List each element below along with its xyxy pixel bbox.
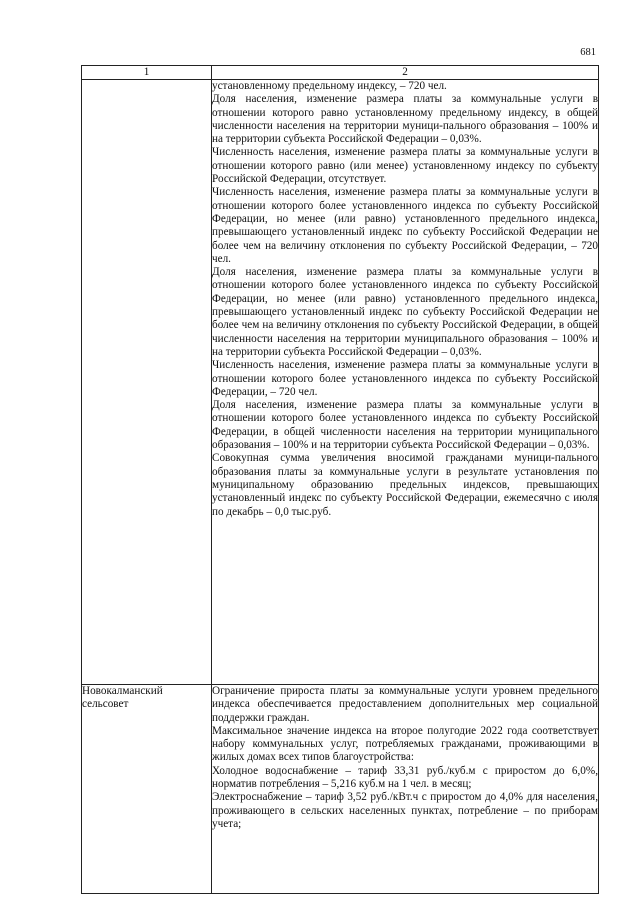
paragraph: Доля населения, изменение размера платы за коммунальные услуги в отношении которого более установленного индекса по субъекту Российской Федерации, в общей численности населения на территории муниципального образования – 100% и на территории субъекта Российской Федерации – 0,03%. [212, 399, 598, 452]
paragraph: Численность населения, изменение размера платы за коммунальные услуги в отношении которого равно (или менее) установленному индексу по субъекту Российской Федерации, отсутствует. [212, 146, 598, 186]
table-header-row [82, 66, 599, 80]
municipality-cell [82, 685, 212, 894]
table-row [82, 685, 599, 894]
paragraph: Электроснабжение – тариф 3,52 руб./кВт.ч с приростом до 4,0% для населения, проживающего в сельских населенных пунктах, потребление – по приборам учета; [212, 791, 598, 830]
paragraph: Холодное водоснабжение – тариф 33,31 руб./куб.м с приростом до 6,0%, норматив потребления – 5,216 куб.м на 1 чел. в месяц; [212, 764, 598, 791]
paragraph: Доля населения, изменение размера платы за коммунальные услуги в отношении которого более установленного индекса по субъекту Российской Федерации, но менее (или равно) установленного предельного индекса, превышающего установленный индекс по субъекту Российской Федерации не более чем на величину отклонения по субъекту Российской Федерации, в общей численности населения на территории муниципального образования – 100% и на территории субъекта Российской Федерации – 0,03%. [212, 266, 598, 358]
municipality-name: сельсовет [82, 698, 129, 711]
description-cell [212, 80, 599, 685]
indices-table [81, 65, 599, 894]
municipality-name: Новокалманский [82, 685, 163, 697]
description-cell [212, 685, 599, 894]
paragraph: Ограничение прироста платы за коммунальные услуги уровнем предельного индекса обеспечивается предоставлением дополнительных мер социальной поддержки граждан. [212, 685, 598, 724]
paragraph: Численность населения, изменение размера платы за коммунальные услуги в отношении которого более установленного индекса по субъекту Российской Федерации, – 720 чел. [212, 359, 598, 398]
paragraph: Численность населения, изменение размера платы за коммунальные услуги в отношении которого более установленного индекса по субъекту Российской Федерации, но менее (или равно) установленного предельного индекса, превышающего установленный индекс по субъекту Российской Федерации не более чем на величину отклонения по субъекту Российской Федерации, – 720 чел. [212, 186, 598, 265]
paragraph: Максимальное значение индекса на второе полугодие 2022 года соответствует набору коммунальных услуг, потребляемых гражданами, проживающими в жилых домах всех типов благоустройства: [212, 724, 598, 764]
paragraph: Совокупная сумма увеличения вносимой гражданами муници-пального образования платы за коммунальные услуги в результате установления по муниципальному образованию предельных индексов, превышающих установленный индекс по субъекту Российской Федерации, ежемесячно с июля по декабрь – 0,0 тыс.руб. [212, 452, 598, 518]
column-header-2: 2 [212, 66, 599, 80]
paragraph: Доля населения, изменение размера платы за коммунальные услуги в отношении которого равно установленному предельному индексу, в общей численности населения на территории муници-пального образования – 100% и на территории субъекта Российской Федерации – 0,03%. [212, 93, 598, 146]
page-number: 681 [580, 47, 596, 58]
municipality-cell [82, 80, 212, 685]
table-row [82, 80, 599, 685]
paragraph: установленному предельному индексу, – 720 чел. [212, 80, 447, 92]
column-header-1: 1 [82, 66, 212, 80]
